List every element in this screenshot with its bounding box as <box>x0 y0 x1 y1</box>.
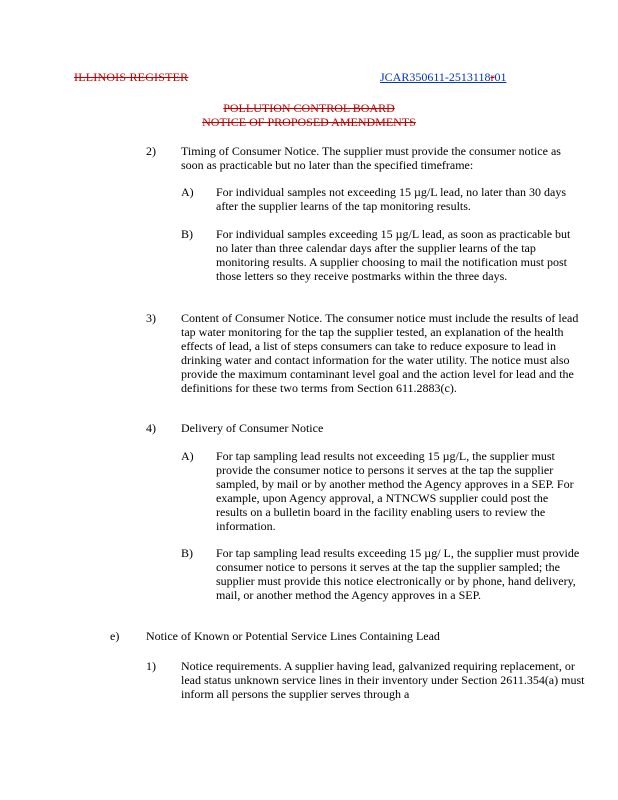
item-text: Timing of Consumer Notice. The supplier must provide the consumer notice as soon as practicable but no later than the specified timeframe: <box>181 144 561 172</box>
item-text: For tap sampling lead results not exceeding 15 µg/L, the supplier must provide the consumer notice to persons it serves at the tap the supplier sampled, by mail or by another method the Agency approves in a SEP. For example, upon Agency approval, a NTNCWS supplier could post the results on a bulletin board in the facility enabling users to review the information. <box>216 449 574 533</box>
item-number: 2) <box>146 144 156 158</box>
item-text: For individual samples exceeding 15 µg/L lead, as soon as practicable but no later than three calendar days after the supplier learns of the tap monitoring results. A supplier choosing to mail the notification must post those letters so they receive postmarks within the three days. <box>216 227 571 283</box>
item-text: For individual samples not exceeding 15 µg/L lead, no later than 30 days after the supplier learns of the tap monitoring results. <box>216 185 567 213</box>
item-number: A) <box>181 449 194 463</box>
notice-title: NOTICE OF PROPOSED AMENDMENTS <box>202 115 416 129</box>
item-number: 1) <box>146 659 156 673</box>
jcar-code-strike: r <box>490 70 495 84</box>
jcar-code-suffix: 01 <box>494 70 507 84</box>
agency-title: POLLUTION CONTROL BOARD <box>223 101 395 115</box>
item-number: 3) <box>146 311 156 325</box>
item-text: For tap sampling lead results exceeding 15 µg/ L, the supplier must provide consumer notice to persons it serves at the tap the supplier sampled; the supplier must provide this notice electronically or by phone, hand delivery, mail, or another method the Agency approves in a SEP. <box>216 546 580 602</box>
item-number: B) <box>181 546 193 560</box>
item-text: Delivery of Consumer Notice <box>181 421 324 435</box>
item-text: Notice requirements. A supplier having lead, galvanized requiring replacement, or lead status unknown service lines in their inventory under Section 2611.354(a) must inform all persons the supplier serves through a <box>181 659 585 701</box>
register-header: ILLINOIS REGISTER <box>74 70 189 84</box>
item-number: 4) <box>146 421 156 435</box>
item-number: A) <box>181 185 194 199</box>
jcar-code <box>380 70 506 85</box>
item-number: e) <box>110 629 120 643</box>
jcar-code-prefix: JCAR350611-2513118 <box>380 70 491 84</box>
item-text: Content of Consumer Notice. The consumer notice must include the results of lead tap water monitoring for the tap the supplier tested, an explanation of the health effects of lead, a list of steps consumers can take to reduce exposure to lead in drinking water and contact information for the water utility. The notice must also provide the maximum contaminant level goal and the action level for lead and the definitions for these two terms from Section 611.2883(c). <box>181 311 579 395</box>
item-text: Notice of Known or Potential Service Lines Containing Lead <box>146 629 440 643</box>
item-number: B) <box>181 227 193 241</box>
